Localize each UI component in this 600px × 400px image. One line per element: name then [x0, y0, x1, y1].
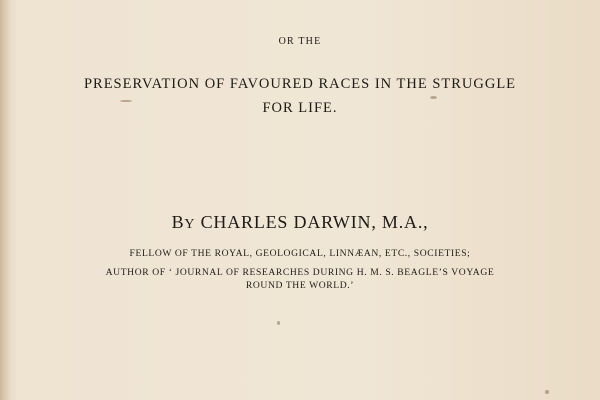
or-the-line: OR THE: [278, 36, 322, 47]
author-by-rest: Y: [184, 217, 196, 232]
author-by-initial: B: [171, 212, 185, 232]
journal-credit-line-2: ROUND THE WORLD.’: [245, 280, 355, 291]
subtitle-line-1: PRESERVATION OF FAVOURED RACES IN THE STRUGGLE: [83, 76, 517, 92]
fellow-credentials-line: FELLOW OF THE ROYAL, GEOLOGICAL, LINNÆAN, ETC., SOCIETIES;: [129, 248, 471, 259]
paper-speck: [545, 390, 549, 394]
subtitle-line-2: FOR LIFE.: [262, 100, 338, 116]
author-name: CHARLES DARWIN, M.A.,: [200, 212, 429, 232]
author-line: [0, 212, 600, 233]
journal-credit-line-1: AUTHOR OF ‘ JOURNAL OF RESEARCHES DURING H. M. S. BEAGLE’S VOYAGE: [105, 267, 495, 278]
paper-speck: [430, 96, 437, 99]
page-binding-edge: [0, 0, 10, 400]
paper-speck: [277, 321, 280, 325]
